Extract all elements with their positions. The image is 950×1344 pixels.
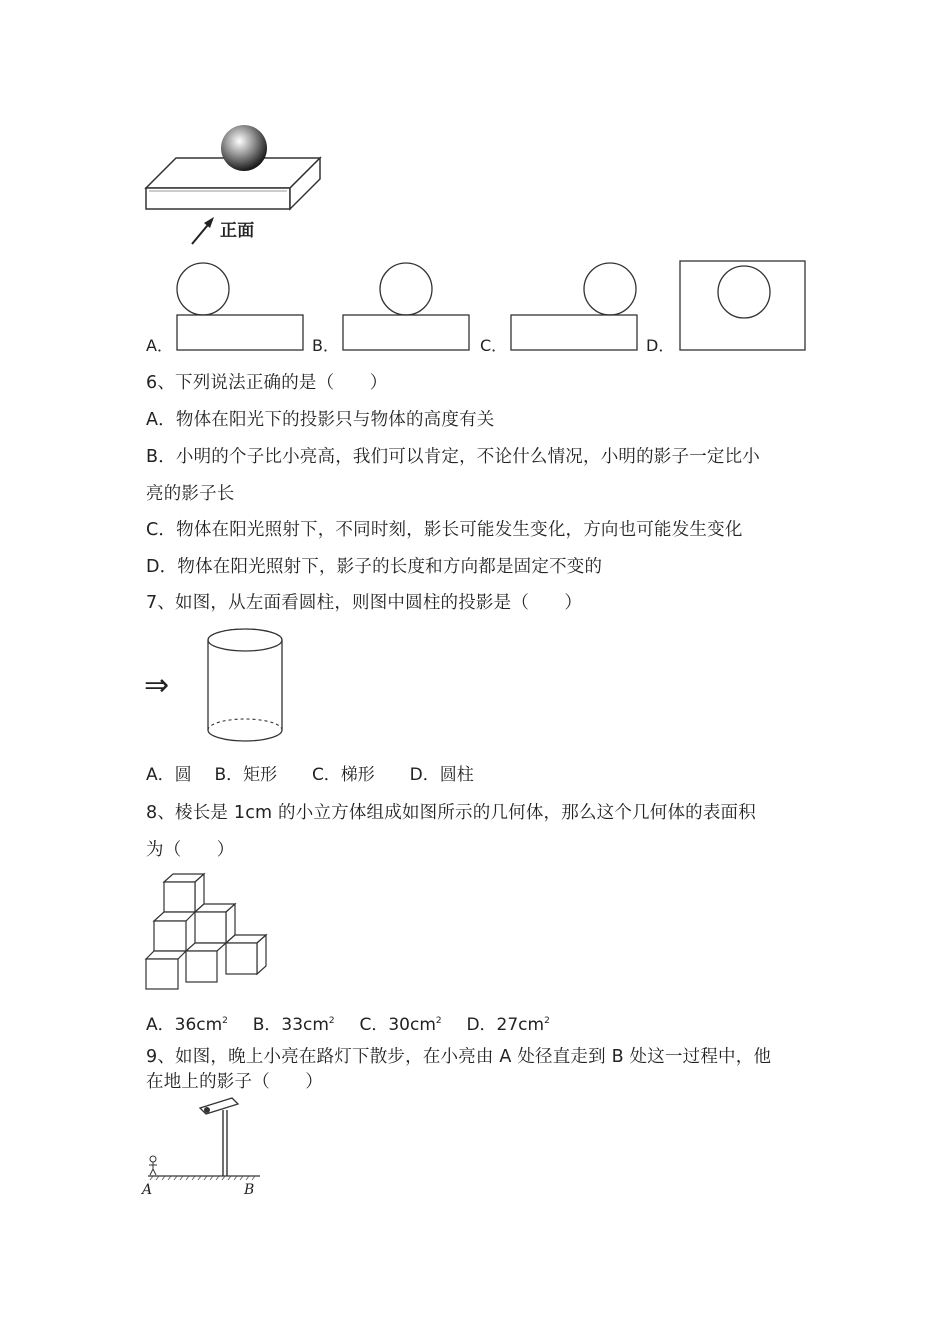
q7-option-a[interactable]: A．圆: [146, 765, 192, 785]
q7-stem: 7、如图，从左面看圆柱，则图中圆柱的投影是（ ）: [146, 593, 583, 613]
q8-option-b[interactable]: B．$33cm^2$: [252, 1015, 335, 1035]
q7-option-d[interactable]: D．圆柱: [409, 765, 474, 785]
q6-option-c[interactable]: C．物体在阳光照射下，不同时刻，影长可能发生变化，方向也可能发生变化: [146, 520, 743, 540]
q9-stem-line1: 9、如图，晚上小亮在路灯下散步，在小亮由 A 处径直走到 B 处这一过程中，他: [146, 1047, 772, 1067]
q6-option-b-line2: 亮的影子长: [146, 484, 235, 504]
q8-options: [146, 1009, 550, 1037]
point-a-label: A: [142, 1182, 153, 1198]
q5-option-b-label[interactable]: B．: [312, 336, 339, 355]
front-label: 正面: [220, 221, 255, 241]
q7-option-b[interactable]: B．矩形: [214, 765, 278, 785]
q5-option-a-label[interactable]: A．: [146, 336, 173, 355]
q9-stem-line2: 在地上的影子（ ）: [146, 1072, 323, 1092]
q6-option-d[interactable]: D．物体在阳光照射下，影子的长度和方向都是固定不变的: [146, 557, 603, 577]
q8-stem-line2: 为（ ）: [146, 840, 235, 860]
q7-options: [146, 763, 474, 787]
view-direction-arrow: ⇒: [144, 668, 170, 703]
q8-stem-line1: 8、棱长是 1cm 的小立方体组成如图所示的几何体，那么这个几何体的表面积: [146, 803, 756, 823]
q5-option-c-figure: [504, 258, 644, 354]
q5-option-a-figure: [170, 258, 310, 354]
q5-option-d-label[interactable]: D．: [646, 336, 675, 355]
point-b-label: B: [244, 1182, 255, 1198]
q5-option-c-label[interactable]: C．: [480, 336, 508, 355]
q5-option-b-figure: [336, 258, 476, 354]
cube-stack-figure: [140, 868, 276, 992]
q7-option-c[interactable]: C．梯形: [311, 765, 375, 785]
q8-option-d[interactable]: D．$27cm^2$: [466, 1015, 550, 1035]
q8-option-a[interactable]: A．$36cm^2$: [146, 1015, 228, 1035]
q6-stem: 6、下列说法正确的是（ ）: [146, 373, 388, 393]
cylinder-figure: [200, 626, 292, 750]
q8-option-c[interactable]: C．$30cm^2$: [359, 1015, 442, 1035]
q5-option-d-figure: [676, 258, 810, 354]
q6-option-a[interactable]: A．物体在阳光下的投影只与物体的高度有关: [146, 410, 495, 430]
q6-option-b-line1[interactable]: B．小明的个子比小亮高，我们可以肯定，不论什么情况，小明的影子一定比小: [146, 447, 761, 467]
